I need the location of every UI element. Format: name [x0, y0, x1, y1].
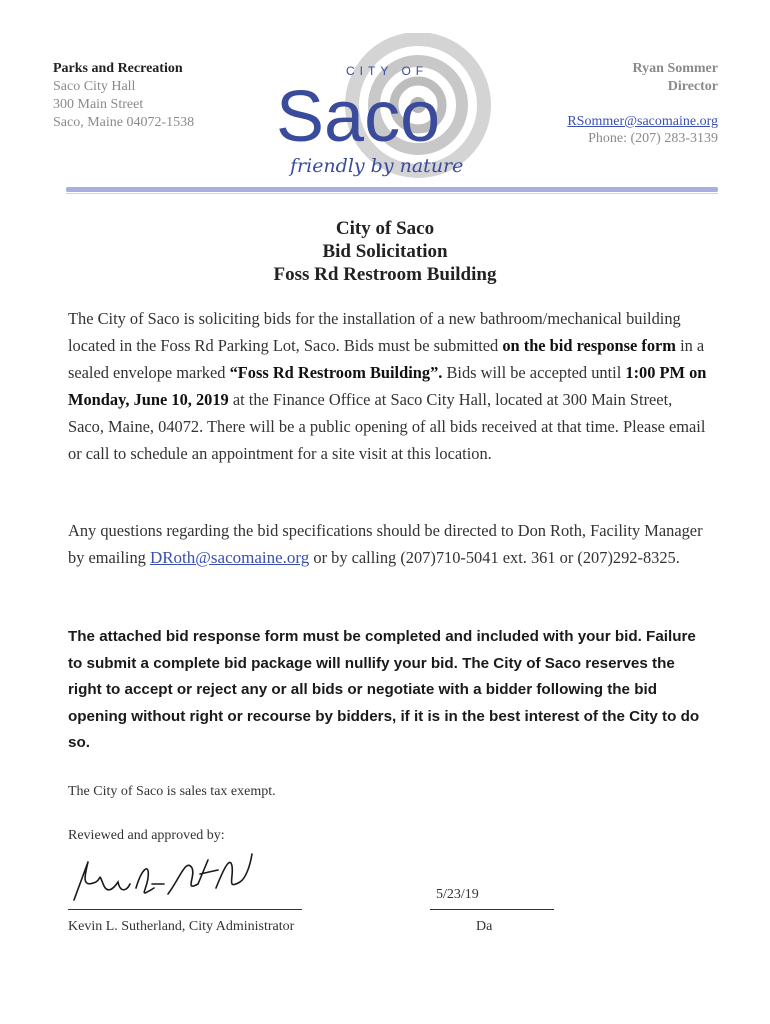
logo-city-of: CITY OF — [346, 64, 429, 78]
bid-requirements-notice: The attached bid response form must be completed and included with your bid. Failure to submit a complete bid package will nullify your bid. The City of Saco reserves the right to accept or reject any or all bids or negotiate with a bidder following the bid opening without right or recourse by bidders, if it is in the best interest of the City to do so. — [68, 628, 700, 751]
address-line-3: Saco, Maine 04072-1538 — [53, 115, 195, 130]
document-title — [0, 217, 770, 286]
droth-email-link[interactable]: DRoth@sacomaine.org — [149, 548, 310, 567]
reviewed-label: Reviewed and approved by: — [68, 828, 225, 843]
director-email-link[interactable]: RSommer@sacomaine.org — [567, 114, 718, 129]
director-name: Ryan Sommer — [632, 61, 718, 76]
director-phone: Phone: (207) 283-3139 — [588, 131, 718, 146]
date-line — [430, 909, 554, 910]
bid-description-paragraph: The City of Saco is soliciting bids for the installation of a new bathroom/mechanical building located in the Foss Rd Parking Lot, Saco. Bids must be submitted on the bid response form in a sealed envelope marked “Foss Rd Restroom Building”. Bids will be accepted until 1:00 PM on Monday, June 10, 2019 at the Finance Office at Saco City Hall, located at 300 Main Street, Saco, Maine, 04072. There will be a public opening of all bids received at that time. Please email or call to schedule an appointment for a site visit at this location. — [68, 309, 707, 463]
title-line-1: City of Saco — [335, 218, 435, 239]
director-title: Director — [667, 79, 718, 94]
date-label: Da — [476, 919, 493, 934]
department-name: Parks and Recreation — [53, 61, 183, 76]
title-line-2: Bid Solicitation — [322, 241, 448, 262]
handwritten-signature — [68, 848, 258, 908]
contact-paragraph: Any questions regarding the bid specifications should be directed to Don Roth, Facility Manager by emailing DRoth@sacomaine.org or by calling (207)710-5041 ext. 361 or (207)292-8325. — [68, 521, 703, 567]
header-divider — [66, 187, 718, 192]
signer-name: Kevin L. Sutherland, City Administrator — [68, 919, 295, 934]
tax-exempt-note: The City of Saco is sales tax exempt. — [68, 784, 276, 799]
title-line-3: Foss Rd Restroom Building — [273, 264, 497, 285]
signature-line — [68, 909, 302, 910]
logo-tagline: friendly by nature — [290, 155, 464, 177]
signature-date: 5/23/19 — [436, 887, 479, 902]
logo-saco: Saco — [276, 77, 441, 157]
address-line-1: Saco City Hall — [53, 79, 136, 94]
header-divider-shadow — [66, 193, 718, 194]
address-line-2: 300 Main Street — [53, 97, 144, 112]
city-of-saco-logo — [268, 33, 498, 185]
